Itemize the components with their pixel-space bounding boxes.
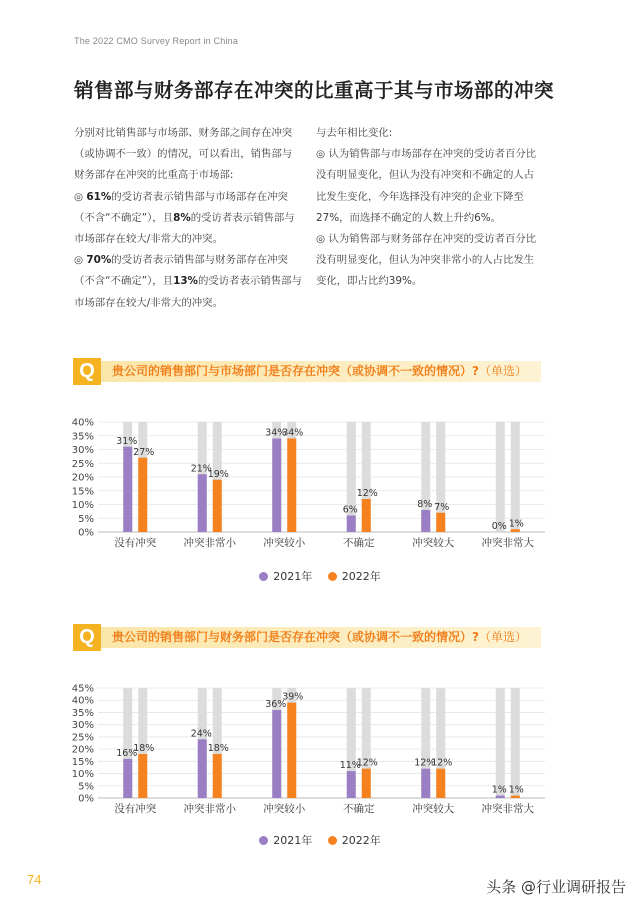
question-2-text: 贵公司的销售部门与财务部门是否存在冲突（或协调不一致的情况）?（单选） [112, 630, 527, 644]
y-tick-label: 35% [71, 431, 94, 443]
question-1-badge: Q [73, 358, 101, 385]
y-tick-label: 10% [71, 500, 94, 511]
y-tick-label: 25% [71, 732, 94, 744]
data-label: 36% [265, 699, 287, 710]
legend-item-2021: 2021年 [259, 568, 312, 584]
data-label: 12% [414, 757, 436, 769]
y-tick-label: 25% [71, 458, 94, 470]
x-tick-label: 冲突较大 [412, 537, 455, 549]
data-label: 27% [133, 446, 155, 458]
x-tick-label: 冲突较小 [263, 803, 306, 815]
bar-2022 [436, 769, 445, 798]
page-title: 销售部与财务部存在冲突的比重高于其与市场部的冲突 [74, 79, 555, 102]
bar-2021 [421, 769, 430, 798]
y-tick-label: 15% [71, 486, 94, 498]
y-tick-label: 5% [78, 781, 94, 793]
chart-2-svg [0, 678, 640, 818]
bar-2021 [347, 771, 356, 798]
y-tick-label: 0% [78, 527, 94, 539]
y-tick-label: 30% [71, 445, 94, 456]
data-label: 34% [265, 427, 287, 439]
data-label: 12% [356, 488, 378, 499]
legend-dot-2022 [328, 572, 337, 581]
bar-2021 [198, 739, 207, 798]
data-label: 18% [207, 743, 229, 754]
right-paragraph-2: ◎ 认为销售部与市场部存在冲突的受访者百分比没有明显变化，但认为没有冲突和不确定的人占比发生变化，今年选择没有冲突的企业下降至27%，而选择不确定的人数上升约6%。 [316, 148, 537, 224]
bar-2022 [213, 754, 222, 798]
data-label: 6% [342, 504, 358, 516]
y-tick-label: 20% [71, 744, 94, 756]
y-tick-label: 20% [71, 472, 94, 484]
legend-item-2022: 2022年 [328, 568, 381, 584]
bar-2022 [287, 439, 296, 533]
chart-1-svg [0, 412, 640, 552]
data-label: 21% [190, 463, 212, 475]
y-tick-label: 45% [71, 683, 94, 695]
data-label: 16% [116, 747, 138, 759]
y-tick-label: 10% [71, 769, 94, 781]
data-label: 1% [491, 784, 507, 796]
x-tick-label: 冲突非常小 [183, 537, 236, 549]
watermark: 头条 @行业调研报告 [486, 878, 626, 896]
bar-2021 [347, 516, 356, 533]
bar-2021 [198, 474, 207, 532]
data-label: 24% [190, 728, 212, 740]
data-label: 1% [508, 518, 524, 530]
data-label: 1% [508, 784, 524, 796]
left-paragraph-2: ◎ 61%的受访者表示销售部与市场部存在冲突（不含“不确定”），且8%的受访者表示销售部与市场部存在较大/非常大的冲突。 [74, 190, 295, 246]
chart-sales-finance [0, 678, 640, 818]
question-2-banner [73, 624, 541, 651]
x-tick-label: 不确定 [343, 537, 375, 549]
legend-chart-2 [0, 832, 640, 848]
right-paragraph-3: ◎ 认为销售部与财务部存在冲突的受访者百分比没有明显变化，但认为冲突非常小的人占比发生变化，即占比约39%。 [316, 233, 537, 288]
bar-2022 [362, 499, 371, 532]
bar-2021 [496, 796, 505, 798]
y-tick-label: 40% [71, 417, 94, 429]
data-label: 39% [282, 691, 304, 703]
data-label: 12% [431, 757, 453, 769]
question-1-text: 贵公司的销售部门与市场部门是否存在冲突（或协调不一致的情况）?（单选） [112, 364, 527, 378]
bar-2022 [511, 796, 520, 798]
right-paragraph-1: 与去年相比变化: [316, 127, 393, 139]
x-tick-label: 冲突较小 [263, 537, 306, 549]
legend-chart-1 [0, 568, 640, 584]
data-label: 18% [133, 743, 155, 754]
data-label: 34% [282, 427, 304, 439]
y-tick-label: 35% [71, 707, 94, 719]
bar-2022 [213, 480, 222, 532]
bar-2021 [123, 447, 132, 532]
data-label: 11% [339, 760, 361, 772]
x-tick-label: 没有冲突 [114, 537, 157, 549]
x-tick-label: 不确定 [343, 803, 375, 815]
running-header: The 2022 CMO Survey Report in China [74, 36, 239, 46]
bar-2021 [421, 510, 430, 532]
y-tick-label: 0% [78, 793, 94, 805]
y-tick-label: 30% [71, 720, 94, 732]
left-paragraph-3: ◎ 70%的受访者表示销售部与财务部存在冲突（不含“不确定”），且13%的受访者表示销售部与市场部存在较大/非常大的冲突。 [74, 254, 302, 309]
bar-2022 [436, 513, 445, 532]
x-tick-label: 冲突非常大 [481, 803, 534, 815]
y-tick-label: 5% [78, 513, 94, 525]
bar-2022 [287, 703, 296, 798]
legend-dot-2021 [259, 836, 268, 845]
bar-2021 [123, 759, 132, 798]
x-tick-label: 没有冲突 [114, 803, 157, 815]
bar-track [511, 422, 520, 532]
data-label: 12% [356, 757, 378, 769]
legend-dot-2021 [259, 572, 268, 581]
bar-2022 [138, 458, 147, 532]
bar-2021 [272, 439, 281, 533]
chart-sales-marketing [0, 412, 640, 552]
left-text-column [74, 123, 302, 314]
data-label: 19% [207, 468, 229, 480]
data-label: 7% [434, 501, 450, 513]
legend-item-2022: 2022年 [328, 832, 381, 848]
bar-2022 [511, 529, 520, 532]
bar-track [511, 688, 520, 798]
data-label: 8% [417, 499, 433, 510]
legend-item-2021: 2021年 [259, 832, 312, 848]
data-label: 31% [116, 435, 138, 447]
bar-2021 [272, 710, 281, 798]
bar-2022 [362, 769, 371, 798]
y-tick-label: 15% [71, 756, 94, 768]
question-2-badge: Q [73, 624, 101, 651]
legend-dot-2022 [328, 836, 337, 845]
left-paragraph-1: 分别对比销售部与市场部、财务部之间存在冲突（或协调不一致）的情况，可以看出，销售部与财务部存在冲突的比重高于市场部: [74, 127, 293, 182]
data-label: 0% [491, 521, 507, 532]
right-text-column [316, 123, 544, 293]
x-tick-label: 冲突非常大 [481, 537, 534, 549]
x-tick-label: 冲突较大 [412, 803, 455, 815]
bar-track [496, 688, 505, 798]
bar-2022 [138, 754, 147, 798]
question-1-banner [73, 358, 541, 385]
bar-track [496, 422, 505, 532]
y-tick-label: 40% [71, 695, 94, 707]
page-number: 74 [27, 872, 42, 887]
x-tick-label: 冲突非常小 [183, 803, 236, 815]
